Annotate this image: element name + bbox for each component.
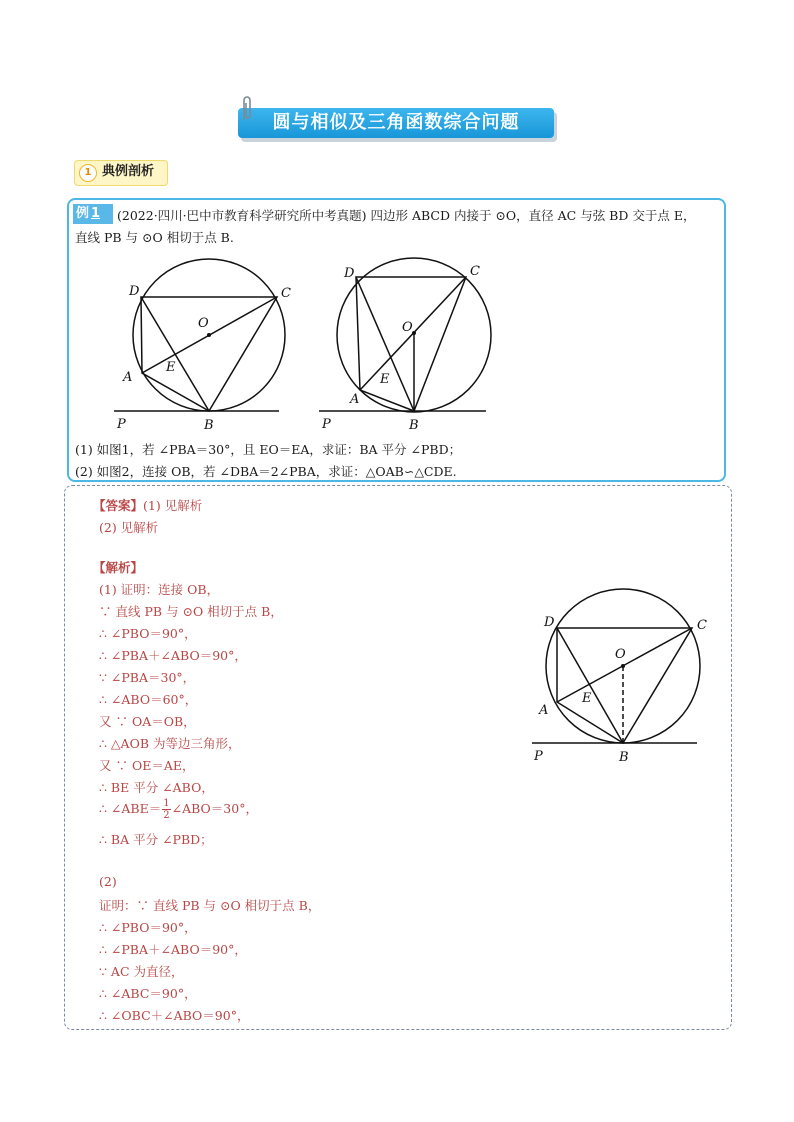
fraction-one-half: $\frac{1}{2}$	[163, 798, 170, 821]
step-line: (2)	[99, 874, 117, 889]
label-O: O	[615, 647, 626, 662]
answer-heading: 【答案】	[93, 498, 144, 513]
label-C: C	[281, 286, 291, 301]
step-line: 又 ∵ OE＝AE，	[99, 758, 195, 773]
figure-solution	[527, 586, 727, 771]
label-A: A	[539, 703, 549, 718]
label-A: A	[350, 392, 360, 407]
analysis-heading: 【解析】	[93, 560, 144, 575]
page-title: 圆与相似及三角函数综合问题	[272, 112, 520, 133]
step-line: ∴ ∠PBO＝90°，	[99, 626, 197, 641]
section-label: 典例剖析	[102, 164, 155, 179]
example-box	[67, 198, 726, 482]
step-line: 又 ∵ OA＝OB，	[99, 714, 196, 729]
label-C: C	[697, 618, 707, 633]
step-line: ∴ ∠OBC＋∠ABO＝90°，	[99, 1008, 250, 1023]
label-D: D	[344, 266, 355, 281]
step-line: ∵ AC 为直径，	[99, 964, 184, 979]
step-line: ∵ ∠PBA＝30°，	[99, 670, 196, 685]
step-line: ∴ ∠PBO＝90°，	[99, 920, 197, 935]
label-A: A	[123, 370, 133, 385]
label-D: D	[544, 615, 555, 630]
figure-2	[314, 255, 554, 435]
label-P: P	[322, 417, 331, 432]
step-line: 证明：∵ 直线 PB 与 ⊙O 相切于点 B，	[99, 898, 321, 913]
step-line: ∵ 直线 PB 与 ⊙O 相切于点 B，	[99, 604, 283, 619]
step-line: ∴ ∠ABO＝60°，	[99, 692, 198, 707]
step-line: ∴ BA 平分 ∠PBD；	[99, 832, 213, 847]
label-O: O	[198, 316, 209, 331]
label-B: B	[204, 418, 214, 433]
title-banner	[238, 108, 558, 142]
label-O: O	[402, 320, 413, 335]
answer-line-2: (2) 见解析	[99, 520, 159, 535]
step-line: (1) 证明：连接 OB，	[99, 582, 220, 597]
example-line-1: (2022·四川·巴中市教育科学研究所中考真题) 四边形 ABCD 内接于 ⊙O，直径 AC 与弦 BD 交于点 E，	[117, 208, 696, 223]
question-1: (1) 如图1，若 ∠PBA＝30°，且 EO＝EA，求证：BA 平分 ∠PBD；	[75, 442, 462, 457]
label-E: E	[380, 372, 390, 387]
label-P: P	[534, 749, 543, 764]
example-tag: 例 1	[73, 204, 113, 224]
label-P: P	[117, 417, 126, 432]
step-line: ∴ ∠PBA＋∠ABO＝90°，	[99, 942, 247, 957]
step-line: ∴ △AOB 为等边三角形，	[99, 736, 241, 751]
step-line: ∴ BE 平分 ∠ABO，	[99, 780, 214, 795]
step-line-fraction: ∴ ∠ABE＝ $\frac{1}{2}$ ∠ABO＝30°，	[99, 798, 258, 821]
answer-line-1: 【答案】(1) 见解析	[93, 498, 203, 513]
example-line-2: 直线 PB 与 ⊙O 相切于点 B.	[75, 230, 234, 245]
label-E: E	[166, 360, 176, 375]
answer-box	[64, 485, 732, 1030]
step-line: ∴ ∠PBA＋∠ABO＝90°，	[99, 648, 247, 663]
step-line: ∴ ∠ABC＝90°，	[99, 986, 197, 1001]
label-B: B	[409, 418, 419, 433]
question-2: (2) 如图2，连接 OB，若 ∠DBA＝2∠PBA，求证：△OAB∽△CDE.	[75, 464, 457, 479]
section-number: 1	[79, 164, 97, 182]
label-E: E	[582, 691, 592, 706]
figure-1	[109, 255, 329, 435]
label-B: B	[619, 750, 629, 765]
label-D: D	[129, 284, 140, 299]
label-C: C	[470, 264, 480, 279]
